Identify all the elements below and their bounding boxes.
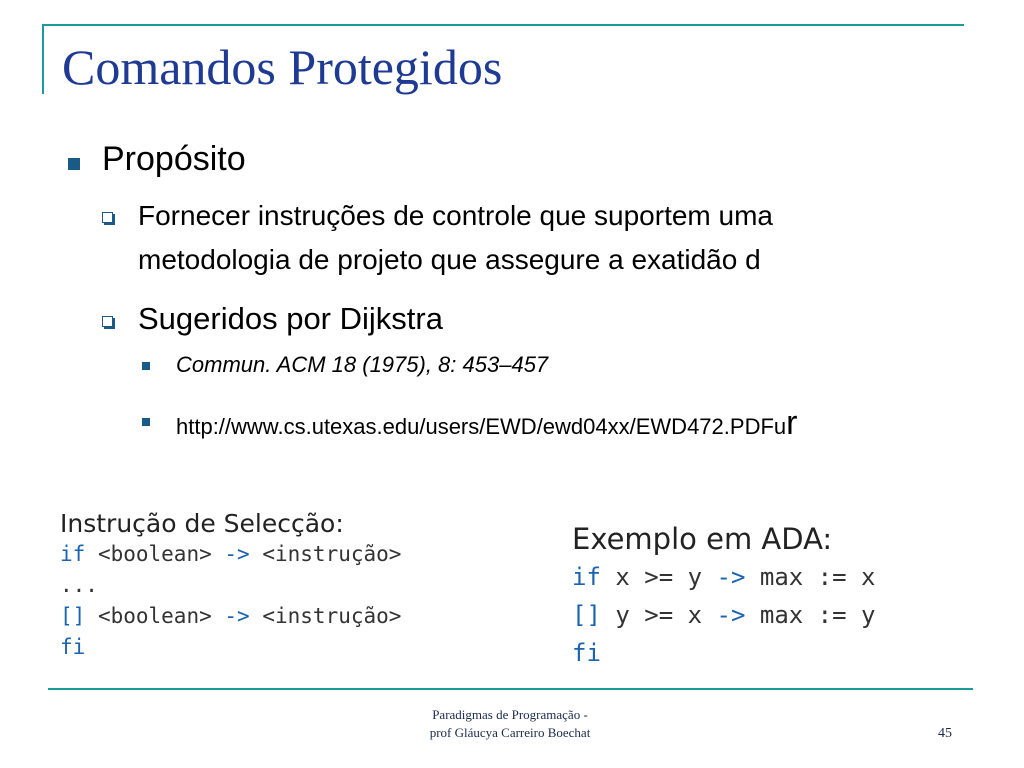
top-border-line — [42, 24, 964, 26]
bullet-proposito: Propósito — [102, 140, 246, 178]
bullet-sugeridos: Sugeridos por Dijkstra — [138, 301, 443, 336]
bullet-reference: Commun. ACM 18 (1975), 8: 453–457 — [176, 352, 549, 377]
url-tail: r — [786, 404, 798, 442]
hollow-square-bullet-icon — [102, 212, 113, 223]
bullet-url — [176, 404, 797, 443]
ada-code-block — [572, 520, 875, 672]
bullet-fornecer-line2: metodologia de projeto que assegure a exatidão d — [138, 244, 761, 275]
footer-credit — [380, 706, 640, 742]
footer-line1: Paradigmas de Programação - — [432, 707, 588, 722]
hollow-square-bullet-icon — [102, 316, 113, 327]
small-square-bullet-icon — [142, 362, 150, 370]
square-bullet-icon — [68, 158, 80, 170]
ada-heading: Exemplo em ADA: — [572, 522, 833, 556]
selection-code-block — [60, 508, 401, 663]
slide-title: Comandos Protegidos — [62, 39, 503, 95]
code-line: if x >= y -> max := x — [572, 563, 876, 591]
code-line: [] <boolean> -> <instrução> — [60, 604, 402, 628]
code-line: if <boolean> -> <instrução> — [60, 542, 402, 566]
bullet-fornecer-line1: Fornecer instruções de controle que suportem uma — [138, 200, 773, 231]
left-border-line — [42, 24, 44, 94]
code-line: fi — [572, 639, 601, 667]
code-line: ... — [60, 573, 98, 597]
code-line: [] y >= x -> max := y — [572, 601, 876, 629]
code-line: fi — [60, 635, 86, 659]
selection-heading: Instrução de Selecção: — [60, 509, 344, 538]
page-number: 45 — [938, 726, 952, 741]
footer-divider — [48, 688, 973, 690]
footer-line2: prof Gláucya Carreiro Boechat — [429, 725, 591, 740]
url-text: http://www.cs.utexas.edu/users/EWD/ewd04xx/EWD472.PDFu — [176, 414, 787, 439]
small-square-bullet-icon — [142, 418, 150, 426]
